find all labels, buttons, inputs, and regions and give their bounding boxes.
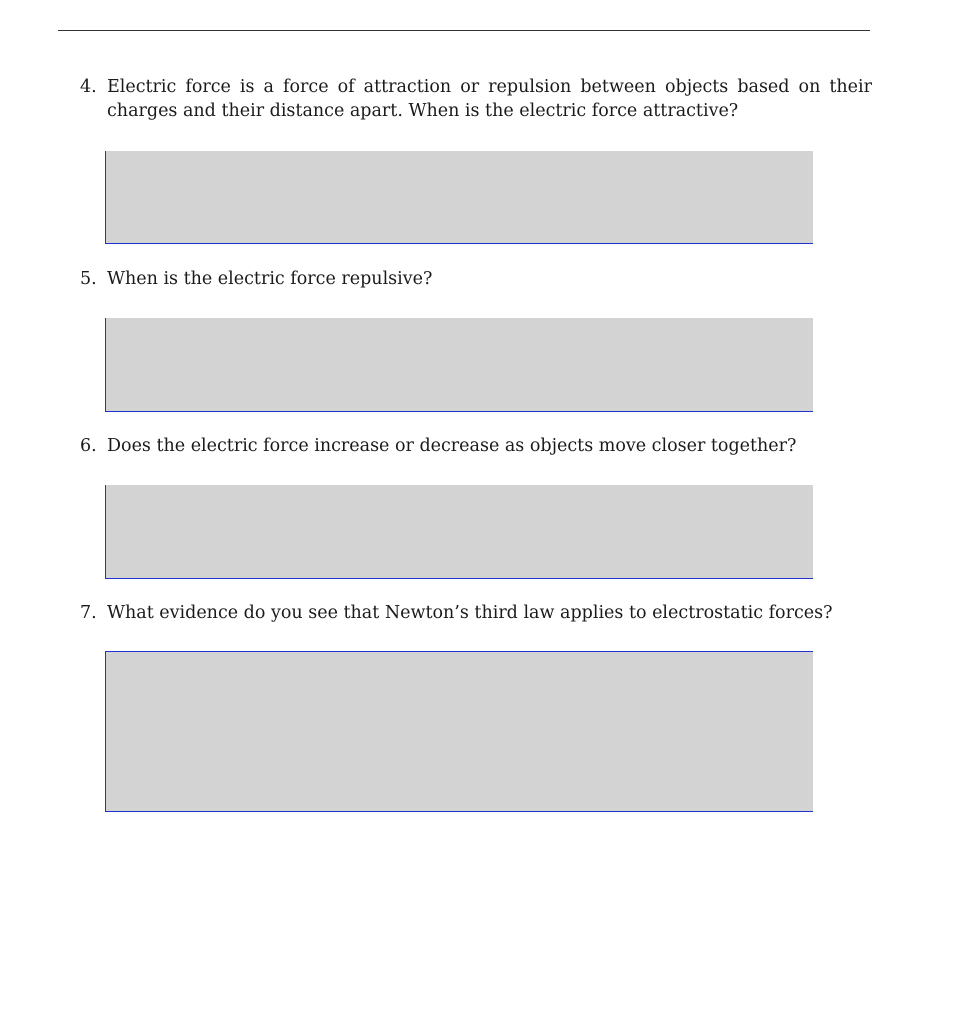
- header-divider: [58, 30, 870, 31]
- question-number: 5.: [80, 269, 97, 289]
- question-number: 4.: [80, 77, 97, 97]
- question-4: [80, 75, 872, 123]
- question-text: Does the electric force increase or decrease as objects move closer together?: [107, 436, 797, 456]
- question-5: [80, 267, 872, 291]
- question-6: [80, 434, 872, 458]
- answer-field-4[interactable]: [105, 151, 813, 244]
- question-number: 7.: [80, 603, 97, 623]
- question-7: [80, 601, 872, 625]
- question-text: What evidence do you see that Newton’s third law applies to electrostatic forces?: [107, 603, 833, 623]
- question-text: When is the electric force repulsive?: [107, 269, 433, 289]
- answer-field-5[interactable]: [105, 318, 813, 412]
- question-number: 6.: [80, 436, 97, 456]
- question-text: Electric force is a force of attraction or repulsion between objects based on their charges and their distance apart. When is the electric force attractive?: [107, 77, 872, 121]
- answer-field-6[interactable]: [105, 485, 813, 579]
- answer-field-7[interactable]: [105, 651, 813, 812]
